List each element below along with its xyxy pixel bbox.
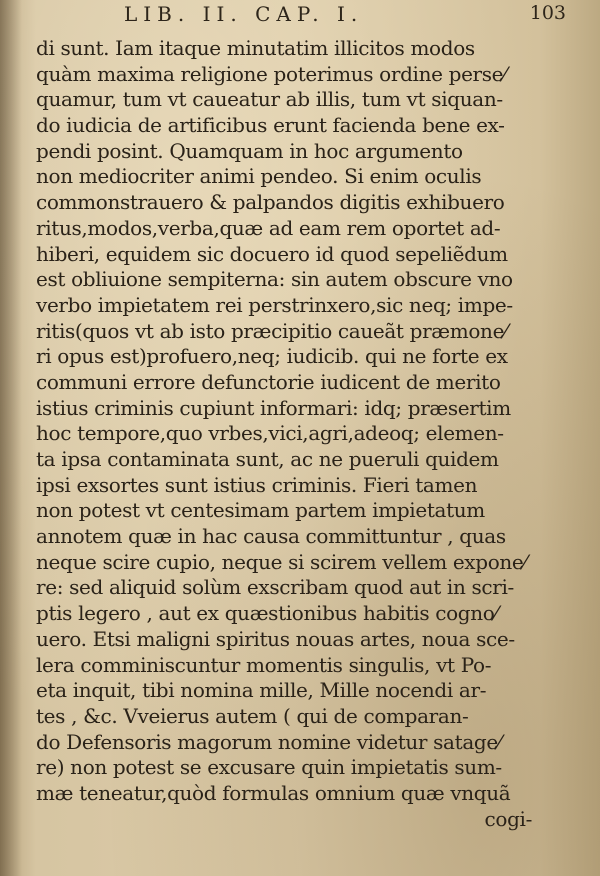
text-line: communi errore defunctorie iudicent de merito [36, 369, 501, 394]
text-line: mæ teneatur,quòd formulas omnium quæ vnquã [36, 780, 511, 805]
text-line: quàm maxima religione poterimus ordine perse⁄ [36, 61, 507, 86]
catchword: cogi- [484, 806, 532, 831]
text-line: non mediocriter animi pendeo. Si enim oculis [36, 164, 482, 189]
text-line: annotem quæ in hac causa committuntur , quas [36, 524, 506, 549]
text-line: hoc tempore,quo vrbes,vici,agri,adeoq; elemen- [36, 421, 504, 446]
text-line: ritis(quos vt ab isto præcipitio caueãt præmone⁄ [36, 318, 508, 343]
body-text [36, 36, 532, 832]
text-line: istius criminis cupiunt informari: idq; præsertim [36, 395, 511, 420]
text-line: ipsi exsortes sunt istius criminis. Fieri tamen [36, 472, 478, 497]
text-line: di sunt. Iam itaque minutatim illicitos modos [36, 36, 475, 60]
running-head: LIB. II. CAP. I. [124, 2, 364, 26]
text-line: neque scire cupio, neque si scirem vellem expone⁄ [36, 549, 527, 574]
page-header [124, 2, 566, 28]
gutter-shadow [0, 0, 22, 876]
text-line: pendi posint. Quamquam in hoc argumento [36, 138, 463, 163]
text-line: lera comminiscuntur momentis singulis, vt Po- [36, 652, 492, 677]
text-line: verbo impietatem rei perstrinxero,sic neq; impe- [36, 292, 513, 317]
text-line: re) non potest se excusare quin impietatis sum- [36, 755, 502, 780]
page-number: 103 [529, 2, 566, 24]
text-line: ri opus est)profuero,neq; iudicib. qui ne forte ex [36, 344, 508, 369]
text-line: tes , &c. Vveierus autem ( qui de comparan- [36, 703, 469, 728]
text-line: uero. Etsi maligni spiritus nouas artes, noua sce- [36, 626, 515, 651]
text-line: non potest vt centesimam partem impietatum [36, 498, 485, 523]
text-line: ta ipsa contaminata sunt, ac ne pueruli quidem [36, 447, 499, 471]
text-line: est obliuione sempiterna: sin autem obscure vno [36, 267, 513, 292]
text-line: quamur, tum vt caueatur ab illis, tum vt siquan- [36, 87, 503, 112]
text-line: do Defensoris magorum nomine videtur satage⁄ [36, 729, 501, 754]
text-line: do iudicia de artificibus erunt facienda bene ex- [36, 113, 505, 138]
text-line: ptis legero , aut ex quæstionibus habitis cogno⁄ [36, 601, 498, 626]
text-line: hiberi, equidem sic docuero id quod sepeliẽdum [36, 241, 508, 266]
text-line: ritus,modos,verba,quæ ad eam rem oportet ad- [36, 215, 501, 240]
text-line: re: sed aliquid solùm exscribam quod aut in scri- [36, 575, 514, 600]
text-line: commonstrauero & palpandos digitis exhibuero [36, 190, 505, 215]
text-line: eta inquit, tibi nomina mille, Mille nocendi ar- [36, 678, 487, 703]
